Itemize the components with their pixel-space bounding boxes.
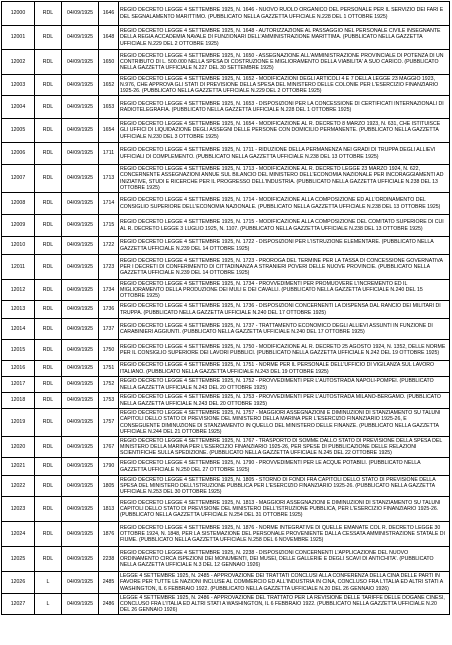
- table-row: [2, 409, 450, 437]
- act-description-cell: REGIO DECRETO LEGGE 4 SETTEMBRE 1925, N. 1734 - PROVVEDIMENTI PER PROMUOVERE L'INCREMENTO ED IL MIGLIORAMENTO DELLA PRODUZIONE DEI MULI E DEI CAVALLI. (PUBBLICATO NELLA GAZZETTA UFFICIALE N.240 DEL 15 OTTOBRE 1925): [119, 280, 450, 301]
- act-description-cell: REGIO DECRETO LEGGE 4 SETTEMBRE 1925, N. 1750 - MODIFICAZIONE AL R. DECRETO 25 AGOSTO 1924, N. 1352, DELLE NORME PER IL CONSIGLIO SUPERIORE DEI LAVORI PUBBLICI. (PUBBLICATO NELLA GAZZETTA UFFICIALE N.242 DEL 19 OTTOBRE 1925): [119, 340, 450, 361]
- act-type-cell: RDL: [35, 547, 62, 572]
- act-number-cell: 2238: [99, 547, 119, 572]
- row-number-cell: 12003: [2, 75, 35, 96]
- row-number-cell: 12014: [2, 319, 35, 340]
- act-type-cell: L: [35, 594, 62, 615]
- table-row: [2, 522, 450, 547]
- table-row: [2, 2, 450, 26]
- act-type-cell: RDL: [35, 143, 62, 165]
- row-number-cell: 12023: [2, 497, 35, 522]
- act-type-cell: RDL: [35, 393, 62, 409]
- act-date-cell: 04/09/1925: [62, 50, 99, 75]
- act-date-cell: 04/09/1925: [62, 361, 99, 377]
- act-date-cell: 04/09/1925: [62, 280, 99, 301]
- act-number-cell: 1750: [99, 340, 119, 361]
- act-number-cell: 1722: [99, 237, 119, 255]
- act-number-cell: 1646: [99, 2, 119, 26]
- act-number-cell: 1652: [99, 75, 119, 96]
- register-table: [1, 1, 450, 615]
- table-row: [2, 96, 450, 119]
- row-number-cell: 12016: [2, 361, 35, 377]
- act-date-cell: 04/09/1925: [62, 255, 99, 280]
- act-type-cell: RDL: [35, 255, 62, 280]
- act-number-cell: 1753: [99, 393, 119, 409]
- act-type-cell: RDL: [35, 280, 62, 301]
- row-number-cell: 12012: [2, 280, 35, 301]
- act-description-cell: REGIO DECRETO LEGGE 4 SETTEMBRE 1925, N. 1757 - MAGGIORI ASSEGNAZIONI E DIMINUZIONI DI STANZIAMENTO SU TALUNI CAPITOLI DELLO STATO DI PREVISIONE DEL MINISTERO DELLA MARINA PER L'ESERCIZIO FINANZIARIO 1925-26, E CONSEGUENTE DIMINUZIONE DI STANZIAMENTO IN QUELLO DEL MINISTERO DELLE FINANZE. (PUBBLICATO NELLA GAZZETTA UFFICIALE N.244 DEL 21 OTTOBRE 1925): [119, 409, 450, 437]
- table-row: [2, 476, 450, 497]
- act-number-cell: 1767: [99, 437, 119, 458]
- table-row: [2, 215, 450, 237]
- act-type-cell: RDL: [35, 96, 62, 119]
- act-description-cell: REGIO DECRETO LEGGE 4 SETTEMBRE 1925, N. 1715 - MODIFICAZIONE ALLA COMPOSIZIONE DEL COMITATO SUPERIORE DI CUI AL R. DECRETO LEGGE 3 LUGLIO 1925, N. 1107. (PUBBLICATO NELLA GAZZETTA UFFICIALE N.238 DEL 13 OTTOBRE 1925): [119, 215, 450, 237]
- act-number-cell: 1734: [99, 280, 119, 301]
- table-row: [2, 26, 450, 50]
- act-date-cell: 04/09/1925: [62, 393, 99, 409]
- act-date-cell: 04/09/1925: [62, 26, 99, 50]
- act-date-cell: 04/09/1925: [62, 143, 99, 165]
- act-number-cell: 1714: [99, 193, 119, 215]
- act-description-cell: REGIO DECRETO LEGGE 4 SETTEMBRE 1925, N. 1654 - MODIFICAZIONE AL R. DECRETO 8 MARZO 1923, N. 631, CHE ISTITUISCE GLI UFFICI DI LIQUIDAZIONE DEGLI ASSEGNI DELLE PERSONE CON DOMICILIO PERMANENTE. (PUBBLICATO NELLA GAZZETTA UFFICIALE N.230 DEL 3 OTTOBRE 1925): [119, 119, 450, 143]
- act-description-cell: REGIO DECRETO LEGGE 4 SETTEMBRE 1925, N. 1805 - STORNO DI FONDI FRA CAPITOLI DELLO STATO DI PREVISIONE DELLA SPESA DEL MINISTERO DELL'ISTRUZIONE PUBBLICA PER L'ESERCIZIO FINANZIARIO 1925-26. (PUBBLICATO NELLA GAZZETTA UFFICIALE N.253 DEL 30 OTTOBRE 1925): [119, 476, 450, 497]
- act-description-cell: REGIO DECRETO LEGGE 4 SETTEMBRE 1925, N. 1714 - MODIFICAZIONE ALLA COMPOSIZIONE ED ALL'ORDINAMENTO DEL CONSIGLIO SUPERIORE DELL'ECONOMIA NAZIONALE. (PUBBLICATO NELLA GAZZETTA UFFICIALE N.238 DEL 13 OTTOBRE 1925): [119, 193, 450, 215]
- act-description-cell: REGIO DECRETO LEGGE 4 SETTEMBRE 1925, N. 1723 - PROROGA DEL TERMINE PER LA TASSA DI CONCESSIONE GOVERNATIVA PER I DECRETI DI CONFERIMENTO DI CITTADINANZA A STRANIERI POVERI DELLE NUOVE PROVINCIE. (PUBBLICATO NELLA GAZZETTA UFFICIALE N.239 DEL 14 OTTOBRE 1925): [119, 255, 450, 280]
- act-date-cell: 04/09/1925: [62, 96, 99, 119]
- act-type-cell: RDL: [35, 476, 62, 497]
- act-date-cell: 04/09/1925: [62, 119, 99, 143]
- act-date-cell: 04/09/1925: [62, 2, 99, 26]
- row-number-cell: 12025: [2, 547, 35, 572]
- table-row: [2, 458, 450, 476]
- act-number-cell: 1876: [99, 522, 119, 547]
- act-type-cell: RDL: [35, 237, 62, 255]
- table-row: [2, 572, 450, 594]
- act-type-cell: RDL: [35, 522, 62, 547]
- row-number-cell: 12019: [2, 409, 35, 437]
- table-row: [2, 143, 450, 165]
- act-date-cell: 04/09/1925: [62, 301, 99, 319]
- row-number-cell: 12007: [2, 165, 35, 193]
- table-row: [2, 340, 450, 361]
- act-date-cell: 04/09/1925: [62, 458, 99, 476]
- act-number-cell: 1805: [99, 476, 119, 497]
- row-number-cell: 12024: [2, 522, 35, 547]
- act-date-cell: 04/09/1925: [62, 522, 99, 547]
- table-row: [2, 193, 450, 215]
- row-number-cell: 12026: [2, 572, 35, 594]
- act-type-cell: RDL: [35, 458, 62, 476]
- act-type-cell: RDL: [35, 193, 62, 215]
- act-date-cell: 04/09/1925: [62, 319, 99, 340]
- register-body: [2, 2, 450, 615]
- row-number-cell: 12021: [2, 458, 35, 476]
- act-number-cell: 1751: [99, 361, 119, 377]
- act-type-cell: L: [35, 572, 62, 594]
- table-row: [2, 280, 450, 301]
- row-number-cell: 12008: [2, 193, 35, 215]
- act-number-cell: 2485: [99, 572, 119, 594]
- table-row: [2, 301, 450, 319]
- act-number-cell: 2486: [99, 594, 119, 615]
- act-date-cell: 04/09/1925: [62, 237, 99, 255]
- act-description-cell: LEGGE 4 SETTEMBRE 1925, N. 2486 - APPROVAZIONE DEL TRATTATO PER LA REVISIONE DELLE TARIFFE DELLE DOGANE CINESI, CONCLUSO FRA L'ITALIA ED ALTRI STATI A WASHINGTON, IL 6 FEBBRAIO 1922. (PUBBLICATO NELLA GAZZETTA UFFICIALE N.20 DEL 26 GENNAIO 1926): [119, 594, 450, 615]
- act-description-cell: REGIO DECRETO LEGGE 4 SETTEMBRE 1925, N. 1752 - PROVVEDIMENTI PER L'AUTOSTRADA NAPOLI-POMPEI. (PUBBLICATO NELLA GAZZETTA UFFICIALE N.243 DEL 20 OTTOBRE 1925): [119, 377, 450, 393]
- act-description-cell: REGIO DECRETO LEGGE 4 SETTEMBRE 1925, N. 1767 - TRASPORTO DI SOMME DALLO STATO DI PREVISIONE DELLA SPESA DEL MINISTERO DELLA MARINA PER L'ESERCIZIO FINANZIARIO 1925-26, PER SPESE DI PUBBLICAZIONE DELLE RELAZIONI SCIENTIFICHE SULLA SPEDIZIONE. (PUBBLICATO NELLA GAZZETTA UFFICIALE N.245 DEL 22 OTTOBRE 1925): [119, 437, 450, 458]
- act-description-cell: REGIO DECRETO LEGGE 4 SETTEMBRE 1925, N. 1653 - DISPOSIZIONI PER LA CONCESSIONE DI CERTIFICATI INTERNAZIONALI DI RADIOTELEGRAFIA. (PUBBLICATO NELLA GAZZETTA UFFICIALE N.228 DEL 1 OTTOBRE 1925): [119, 96, 450, 119]
- act-description-cell: REGIO DECRETO LEGGE 4 SETTEMBRE 1925, N. 1646 - NUOVO RUOLO ORGANICO DEL PERSONALE PER IL SERVIZIO DEI FARI E DEL SEGNALAMENTO MARITTIMO. (PUBBLICATO NELLA GAZZETTA UFFICIALE N.228 DEL 1 OTTOBRE 1925): [119, 2, 450, 26]
- act-number-cell: 1715: [99, 215, 119, 237]
- act-date-cell: 04/09/1925: [62, 165, 99, 193]
- act-date-cell: 04/09/1925: [62, 497, 99, 522]
- row-number-cell: 12001: [2, 26, 35, 50]
- act-description-cell: REGIO DECRETO LEGGE 4 SETTEMBRE 1925, N. 1711 - RIDUZIONE DELLA PERMANENZA NEI GRADI DI TRUPPA DEGLI ALLIEVI UFFICIALI DI COMPLEMENTO. (PUBBLICATO NELLA GAZZETTA UFFICIALE N.238 DEL 13 OTTOBRE 1925): [119, 143, 450, 165]
- act-number-cell: 1654: [99, 119, 119, 143]
- act-type-cell: RDL: [35, 26, 62, 50]
- act-number-cell: 1757: [99, 409, 119, 437]
- table-row: [2, 75, 450, 96]
- row-number-cell: 12027: [2, 594, 35, 615]
- row-number-cell: 12020: [2, 437, 35, 458]
- act-type-cell: RDL: [35, 361, 62, 377]
- act-description-cell: REGIO DECRETO LEGGE 4 SETTEMBRE 1925, N. 1737 - TRATTAMENTO ECONOMICO DEGLI ALLIEVI ASSUNTI IN FUNZIONE DI CARABINIERI AGGIUNTI. (PUBBLICATO NELLA GAZZETTA UFFICIALE N.240 DEL 17 OTTOBRE 1925): [119, 319, 450, 340]
- row-number-cell: 12000: [2, 2, 35, 26]
- act-type-cell: RDL: [35, 50, 62, 75]
- act-date-cell: 04/09/1925: [62, 547, 99, 572]
- act-number-cell: 1813: [99, 497, 119, 522]
- act-number-cell: 1648: [99, 26, 119, 50]
- act-description-cell: REGIO DECRETO LEGGE 4 SETTEMBRE 1925, N. 1736 - DISPOSIZIONI CONCERNENTI LA DISPENSA DAL RANCIO DEI MILITARI DI TRUPPA. (PUBBLICATO NELLA GAZZETTA UFFICIALE N.240 DEL 17 OTTOBRE 1925): [119, 301, 450, 319]
- act-description-cell: LEGGE 4 SETTEMBRE 1925, N. 2485 - APPROVAZIONE DEI TRATTATI CONCLUSI ALLA CONFERENZA DELLA CINA DELLE PARTI IN FAVORE PER TUTTE LE NAZIONI INCLUSE AL COMMERCIO ED ALL'INDUSTRIA IN CINA, CONCLUSO FRA L'ITALIA ED ALTRI STATI A WASHINGTON, IL 6 FEBBRAIO 1922. (PUBBLICATO NELLA GAZZETTA UFFICIALE N.20 DEL 26 GENNAIO 1926): [119, 572, 450, 594]
- row-number-cell: 12015: [2, 340, 35, 361]
- act-type-cell: RDL: [35, 319, 62, 340]
- act-number-cell: 1752: [99, 377, 119, 393]
- table-row: [2, 437, 450, 458]
- row-number-cell: 12009: [2, 215, 35, 237]
- act-date-cell: 04/09/1925: [62, 377, 99, 393]
- row-number-cell: 12018: [2, 393, 35, 409]
- act-date-cell: 04/09/1925: [62, 594, 99, 615]
- act-date-cell: 04/09/1925: [62, 476, 99, 497]
- row-number-cell: 12005: [2, 119, 35, 143]
- row-number-cell: 12004: [2, 96, 35, 119]
- act-type-cell: RDL: [35, 301, 62, 319]
- act-description-cell: REGIO DECRETO LEGGE 4 SETTEMBRE 1925, N. 1813 - MAGGIORI ASSEGNAZIONI E DIMINUZIONI DI STANZIAMENTO SU TALUNI CAPITOLI DELLO STATO DI PREVISIONE DEL MINISTERO DELL'ISTRUZIONE PUBBLICA, PER L'ESERCIZIO FINANZIARIO 1925-26. (PUBBLICATO NELLA GAZZETTA UFFICIALE N.254 DEL 31 OTTOBRE 1925): [119, 497, 450, 522]
- act-date-cell: 04/09/1925: [62, 572, 99, 594]
- act-description-cell: REGIO DECRETO LEGGE 4 SETTEMBRE 1925, N. 2238 - DISPOSIZIONI CONCERNENTI L'APPLICAZIONE DEL NUOVO ORDINAMENTO CIRCA ISPEZIONI DEI MONUMENTI, DEI MUSEI, DELLE GALLERIE E DEGLI SCAVI DI ANTICHITA'. (PUBBLICATO NELLA GAZZETTA UFFICIALE N.3 DEL 12 GENNAIO 1926): [119, 547, 450, 572]
- act-description-cell: REGIO DECRETO LEGGE 4 SETTEMBRE 1925, N. 1648 - AUTORIZZAZIONE AL PASSAGGIO NEL PERSONALE CIVILE INSEGNANTE DELLA REGIA ACCADEMIA NAVALE DI FUNZIONARI DELL'AMMINISTRAZIONE MARITTIMA. (PUBBLICATO NELLA GAZZETTA UFFICIALE N.229 DEL 2 OTTOBRE 1925): [119, 26, 450, 50]
- act-number-cell: 1711: [99, 143, 119, 165]
- row-number-cell: 12010: [2, 237, 35, 255]
- table-row: [2, 165, 450, 193]
- table-row: [2, 497, 450, 522]
- row-number-cell: 12011: [2, 255, 35, 280]
- act-type-cell: RDL: [35, 75, 62, 96]
- act-number-cell: 1737: [99, 319, 119, 340]
- act-number-cell: 1650: [99, 50, 119, 75]
- table-row: [2, 594, 450, 615]
- act-type-cell: RDL: [35, 377, 62, 393]
- table-row: [2, 237, 450, 255]
- act-description-cell: REGIO DECRETO LEGGE 4 SETTEMBRE 1925, N. 1753 - PROVVEDIMENTI PER L'AUTOSTRADA MILANO-BERGAMO. (PUBBLICATO NELLA GAZZETTA UFFICIALE N.243 DEL 20 OTTOBRE 1925): [119, 393, 450, 409]
- table-row: [2, 50, 450, 75]
- act-date-cell: 04/09/1925: [62, 193, 99, 215]
- act-date-cell: 04/09/1925: [62, 215, 99, 237]
- row-number-cell: 12022: [2, 476, 35, 497]
- row-number-cell: 12002: [2, 50, 35, 75]
- table-row: [2, 255, 450, 280]
- act-number-cell: 1723: [99, 255, 119, 280]
- row-number-cell: 12013: [2, 301, 35, 319]
- act-description-cell: REGIO DECRETO LEGGE 4 SETTEMBRE 1925, N. 1713 - MODIFICAZIONE AL R. DECRETO LEGGE 23 MARZO 1924, N. 622, CONCERNENTE ASSEGNAZIONI ANNUE SUL BILANCIO DEL MINISTERO DELL'ECONOMIA NAZIONALE PER INCORAGGIAMENTI AD INIZIATIVE, STUDI E RICERCHE PER IL PROGRESSO DELL'INDUSTRIA. (PUBBLICATO NELLA GAZZETTA UFFICIALE N.238 DEL 13 OTTOBRE 1925): [119, 165, 450, 193]
- table-row: [2, 319, 450, 340]
- act-description-cell: REGIO DECRETO LEGGE 4 SETTEMBRE 1925, N. 1652 - MODIFICAZIONI DEGLI ARTICOLI 4 E 7 DELLA LEGGE 23 MAGGIO 1923, N.976, CHE APPROVA GLI STATI DI PREVISIONE DELLA SPESA DEL MINISTERO DELLE COLONIE PER L'ESERCIZIO FINANZIARIO 1925-26. (PUBBLICATO NELLA GAZZETTA UFFICIALE N.229 DEL 2 OTTOBRE 1925): [119, 75, 450, 96]
- act-number-cell: 1790: [99, 458, 119, 476]
- act-date-cell: 04/09/1925: [62, 340, 99, 361]
- act-type-cell: RDL: [35, 497, 62, 522]
- act-description-cell: REGIO DECRETO LEGGE 4 SETTEMBRE 1925, N. 1876 - NORME INTEGRATIVE DI QUELLE EMANATE COL R. DECRETO LEGGE 30 OTTOBRE 1924, N. 1848, PER LA SISTEMAZIONE DEL PERSONALE PROVENIENTE DALLA CESSATA AMMINISTRAZIONE STATALE DI FIUME. (PUBBLICATO NELLA GAZZETTA UFFICIALE N.258 DEL 6 NOVEMBRE 1925): [119, 522, 450, 547]
- act-description-cell: REGIO DECRETO LEGGE 4 SETTEMBRE 1925, N. 1650 - ASSEGNAZIONE ALL'AMMINISTRAZIONE PROVINCIALE DI POTENZA DI UN CONTRIBUTO DI L. 500.000 NELLA SPESA DI COSTRUZIONE E MIGLIORAMENTO DELLA VIABILITA' A SUO CARICO. (PUBBLICATO NELLA GAZZETTA UFFICIALE N.227 DEL 30 SETTEMBRE 1925): [119, 50, 450, 75]
- act-date-cell: 04/09/1925: [62, 437, 99, 458]
- table-row: [2, 119, 450, 143]
- table-row: [2, 377, 450, 393]
- act-description-cell: REGIO DECRETO LEGGE 4 SETTEMBRE 1925, N. 1790 - PROVVEDIMENTI PER LE ACQUE POTABILI. (PUBBLICATO NELLA GAZZETTA UFFICIALE N.250 DEL 27 OTTOBRE 1925): [119, 458, 450, 476]
- table-row: [2, 547, 450, 572]
- table-row: [2, 361, 450, 377]
- act-type-cell: RDL: [35, 340, 62, 361]
- act-number-cell: 1736: [99, 301, 119, 319]
- act-description-cell: REGIO DECRETO LEGGE 4 SETTEMBRE 1925, N. 1722 - DISPOSIZIONI PER L'ISTRUZIONE ELEMENTARE. (PUBBLICATO NELLA GAZZETTA UFFICIALE N.239 DEL 14 OTTOBRE 1925): [119, 237, 450, 255]
- act-date-cell: 04/09/1925: [62, 75, 99, 96]
- act-type-cell: RDL: [35, 165, 62, 193]
- row-number-cell: 12006: [2, 143, 35, 165]
- act-type-cell: RDL: [35, 215, 62, 237]
- act-number-cell: 1653: [99, 96, 119, 119]
- act-type-cell: RDL: [35, 409, 62, 437]
- act-type-cell: RDL: [35, 437, 62, 458]
- act-type-cell: RDL: [35, 119, 62, 143]
- act-date-cell: 04/09/1925: [62, 409, 99, 437]
- act-description-cell: REGIO DECRETO LEGGE 4 SETTEMBRE 1925, N. 1751 - NORME PER IL PERSONALE DELL'UFFICIO DI VIGILANZA SUL LAVORO ITALIANO. (PUBBLICATO NELLA GAZZETTA UFFICIALE N.243 DEL 19 OTTOBRE 1925): [119, 361, 450, 377]
- act-number-cell: 1713: [99, 165, 119, 193]
- act-type-cell: RDL: [35, 2, 62, 26]
- table-row: [2, 393, 450, 409]
- row-number-cell: 12017: [2, 377, 35, 393]
